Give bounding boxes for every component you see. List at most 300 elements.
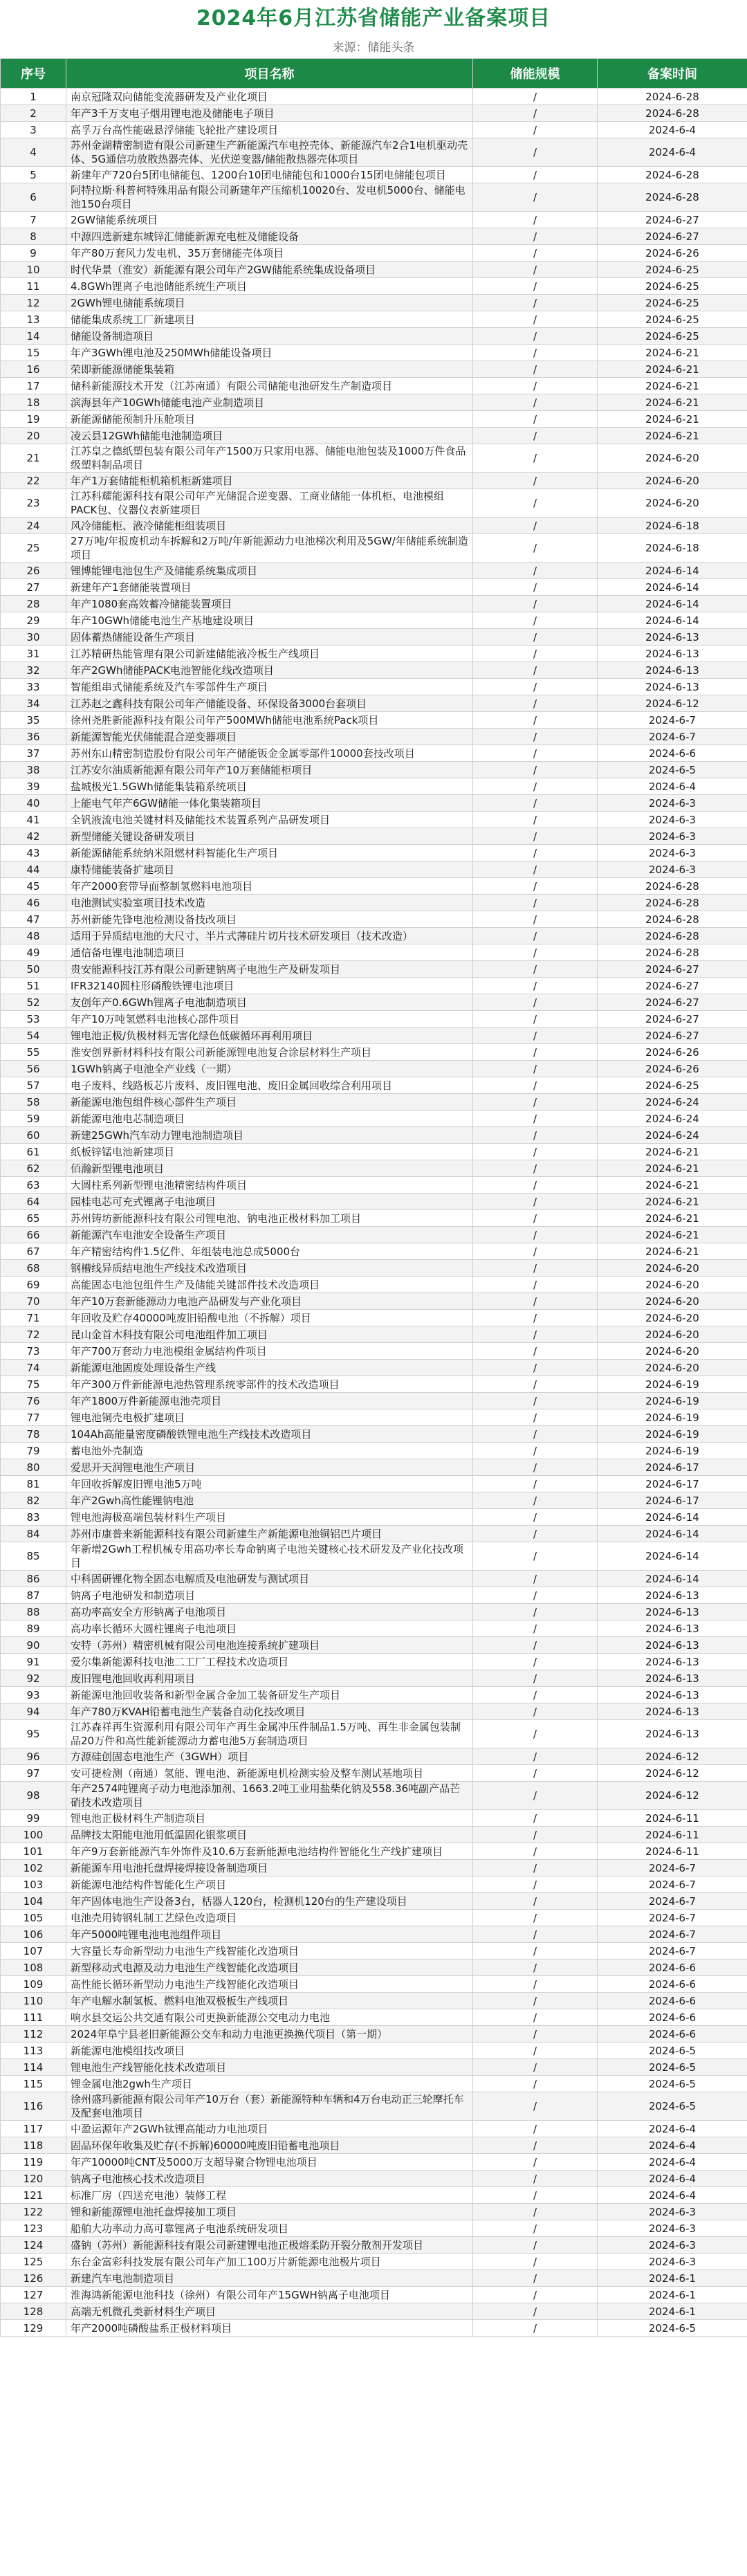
storage-scale: /: [473, 228, 598, 245]
table-row: [1, 1943, 747, 1960]
project-name: 锂电池铜壳电极扩建项目: [66, 1409, 473, 1426]
row-number: 128: [1, 2303, 66, 2320]
filing-date: 2024-6-3: [598, 795, 747, 812]
storage-scale: /: [473, 1654, 598, 1670]
storage-scale: /: [473, 1343, 598, 1360]
filing-date: 2024-6-28: [598, 167, 747, 183]
table-row: [1, 1670, 747, 1687]
project-name: 1GWh钠离子电池全产业线（一期）: [66, 1061, 473, 1077]
filing-date: 2024-6-18: [598, 518, 747, 534]
filing-date: 2024-6-7: [598, 1876, 747, 1893]
table-row: [1, 778, 747, 795]
storage-scale: /: [473, 183, 598, 212]
storage-scale: /: [473, 1926, 598, 1943]
storage-scale: /: [473, 2220, 598, 2237]
filing-date: 2024-6-28: [598, 944, 747, 961]
row-number: 68: [1, 1260, 66, 1277]
storage-scale: /: [473, 1876, 598, 1893]
project-name: 友创年产0.6GWh锂离子电池制造项目: [66, 994, 473, 1011]
project-name: 钠离子电池核心技术改造项目: [66, 2171, 473, 2187]
filing-date: 2024-6-3: [598, 828, 747, 845]
storage-scale: /: [473, 695, 598, 712]
storage-scale: /: [473, 2187, 598, 2204]
table-row: [1, 1426, 747, 1443]
row-number: 64: [1, 1194, 66, 1210]
filing-date: 2024-6-5: [598, 2059, 747, 2076]
table-row: [1, 1765, 747, 1782]
row-number: 24: [1, 518, 66, 534]
storage-scale: /: [473, 1144, 598, 1160]
storage-scale: /: [473, 1670, 598, 1687]
table-row: [1, 928, 747, 944]
project-name: 适用于异质结电池的大尺寸、半片式薄硅片切片技术研发项目（技术改造）: [66, 928, 473, 944]
table-row: [1, 1893, 747, 1910]
storage-scale: /: [473, 1893, 598, 1910]
table-row: [1, 328, 747, 345]
filing-date: 2024-6-13: [598, 629, 747, 646]
project-name: 锂电池正极/负极材料无害化绿色低碳循环再利用项目: [66, 1027, 473, 1044]
project-name: 年新增2Gwh工程机械专用高功率长寿命钠离子电池关键核心技术研发及产业化技改项目: [66, 1542, 473, 1571]
row-number: 104: [1, 1893, 66, 1910]
storage-scale: /: [473, 428, 598, 444]
project-name: 27万吨/年报废机动车拆解和2万吨/年新能源动力电池梯次利用及5GW/年储能系统制造项目: [66, 534, 473, 563]
row-number: 1: [1, 89, 66, 105]
table-row: [1, 345, 747, 361]
row-number: 115: [1, 2076, 66, 2092]
project-name: 时代华景（淮安）新能源有限公司年产2GW储能系统集成设备项目: [66, 262, 473, 278]
filing-date: 2024-6-28: [598, 89, 747, 105]
project-name: 新能源汽车电池安全设备生产项目: [66, 1227, 473, 1243]
row-number: 125: [1, 2254, 66, 2270]
row-number: 105: [1, 1910, 66, 1926]
table-row: [1, 212, 747, 228]
table-row: [1, 245, 747, 262]
table-row: [1, 1310, 747, 1326]
storage-scale: /: [473, 1277, 598, 1293]
row-number: 2: [1, 105, 66, 122]
project-name: 康特储能装备扩建项目: [66, 861, 473, 878]
filing-date: 2024-6-3: [598, 845, 747, 861]
project-name: 储科新能源技术开发（江苏南通）有限公司储能电池研发生产制造项目: [66, 378, 473, 394]
project-name: 高功率长循环大圆柱锂离子电池项目: [66, 1620, 473, 1637]
table-row: [1, 1976, 747, 1993]
filing-date: 2024-6-12: [598, 1765, 747, 1782]
table-row: [1, 1094, 747, 1111]
table-row: [1, 1360, 747, 1376]
project-name: 荣即新能源储能集装箱: [66, 361, 473, 378]
table-row: [1, 1144, 747, 1160]
table-row: [1, 2026, 747, 2043]
storage-scale: /: [473, 1703, 598, 1720]
row-number: 51: [1, 978, 66, 994]
table-row: [1, 1620, 747, 1637]
table-row: [1, 262, 747, 278]
filing-date: 2024-6-24: [598, 1094, 747, 1111]
project-name: 锂博能锂电池包生产及储能系统集成项目: [66, 563, 473, 579]
project-name: IFR32140圆柱形磷酸铁锂电池项目: [66, 978, 473, 994]
filing-date: 2024-6-20: [598, 1360, 747, 1376]
table-row: [1, 1876, 747, 1893]
storage-scale: /: [473, 1604, 598, 1620]
storage-scale: /: [473, 2287, 598, 2303]
row-number: 13: [1, 311, 66, 328]
table-row: [1, 596, 747, 612]
row-number: 95: [1, 1720, 66, 1748]
row-number: 42: [1, 828, 66, 845]
row-number: 31: [1, 646, 66, 662]
row-number: 5: [1, 167, 66, 183]
storage-scale: /: [473, 1227, 598, 1243]
filing-date: 2024-6-6: [598, 745, 747, 762]
filing-date: 2024-6-25: [598, 295, 747, 311]
project-name: 年产2000吨磷酸盐系正极材料项目: [66, 2320, 473, 2337]
filing-date: 2024-6-12: [598, 695, 747, 712]
storage-scale: /: [473, 1094, 598, 1111]
row-number: 118: [1, 2137, 66, 2154]
project-name: 废旧锂电池回收再利用项目: [66, 1670, 473, 1687]
project-name: 新能源储能系统纳米阻燃材料智能化生产项目: [66, 845, 473, 861]
table-row: [1, 2076, 747, 2092]
table-row: [1, 1637, 747, 1654]
storage-scale: /: [473, 1943, 598, 1960]
row-number: 39: [1, 778, 66, 795]
table-row: [1, 1177, 747, 1194]
table-row: [1, 1194, 747, 1210]
filing-date: 2024-6-7: [598, 729, 747, 745]
table-row: [1, 394, 747, 411]
filing-date: 2024-6-4: [598, 2121, 747, 2137]
storage-scale: /: [473, 1748, 598, 1765]
filing-date: 2024-6-28: [598, 895, 747, 911]
storage-scale: /: [473, 1765, 598, 1782]
filing-date: 2024-6-11: [598, 1827, 747, 1843]
project-name: 大圆柱系列新型锂电池精密结构件项目: [66, 1177, 473, 1194]
project-name: 江苏森祥再生资源利用有限公司年产再生金属冲压件制品1.5万吨、再生非金属包装制品20万件和高性能新能源动力蓄电池5万套制造项目: [66, 1720, 473, 1748]
table-row: [1, 944, 747, 961]
table-row: [1, 1571, 747, 1587]
project-name: 年产固体电池生产设备3台，栝器人120台，检测机120台的生产建设项目: [66, 1893, 473, 1910]
column-header-date: 备案时间: [598, 59, 747, 89]
storage-scale: /: [473, 895, 598, 911]
storage-scale: /: [473, 845, 598, 861]
storage-scale: /: [473, 89, 598, 105]
project-name: 年产1万套储能柜机箱机柜新建项目: [66, 473, 473, 489]
table-row: [1, 1260, 747, 1277]
row-number: 12: [1, 295, 66, 311]
storage-scale: /: [473, 167, 598, 183]
filing-date: 2024-6-25: [598, 278, 747, 295]
filing-date: 2024-6-4: [598, 2171, 747, 2187]
storage-scale: /: [473, 345, 598, 361]
filing-date: 2024-6-6: [598, 2009, 747, 2026]
storage-scale: /: [473, 994, 598, 1011]
table-row: [1, 1654, 747, 1670]
filing-date: 2024-6-13: [598, 1670, 747, 1687]
table-row: [1, 518, 747, 534]
row-number: 71: [1, 1310, 66, 1326]
table-row: [1, 795, 747, 812]
project-name: 年产10000吨CNT及5000万支超导聚合物锂电池项目: [66, 2154, 473, 2171]
storage-scale: /: [473, 278, 598, 295]
filing-date: 2024-6-20: [598, 1260, 747, 1277]
row-number: 107: [1, 1943, 66, 1960]
row-number: 10: [1, 262, 66, 278]
storage-scale: /: [473, 1509, 598, 1526]
project-name: 年产电解水制氢板、燃料电池双极板生产线项目: [66, 1993, 473, 2009]
storage-scale: /: [473, 1260, 598, 1277]
storage-scale: /: [473, 1960, 598, 1976]
filing-date: 2024-6-21: [598, 428, 747, 444]
filing-date: 2024-6-19: [598, 1376, 747, 1393]
project-name: 104Ah高能量密度磷酸铁锂电池生产线技术改造项目: [66, 1426, 473, 1443]
storage-scale: /: [473, 212, 598, 228]
row-number: 53: [1, 1011, 66, 1027]
filing-date: 2024-6-11: [598, 1843, 747, 1860]
table-row: [1, 1376, 747, 1393]
project-name: 储能设备制造项目: [66, 328, 473, 345]
table-row: [1, 361, 747, 378]
project-name: 年产3千万支电子烟用锂电池及储能电子项目: [66, 105, 473, 122]
filing-date: 2024-6-21: [598, 1243, 747, 1260]
table-row: [1, 411, 747, 428]
table-row: [1, 2059, 747, 2076]
table-row: [1, 1960, 747, 1976]
table-row: [1, 311, 747, 328]
table-row: [1, 138, 747, 167]
storage-scale: /: [473, 1976, 598, 1993]
table-row: [1, 1011, 747, 1027]
storage-scale: /: [473, 2320, 598, 2337]
row-number: 114: [1, 2059, 66, 2076]
project-name: 淮海鸿新能源电池科技（徐州）有限公司年产15GWH钠离子电池项目: [66, 2287, 473, 2303]
project-name: 新建25GWh汽车动力锂电池制造项目: [66, 1127, 473, 1144]
storage-scale: /: [473, 1194, 598, 1210]
table-row: [1, 1343, 747, 1360]
storage-scale: /: [473, 579, 598, 596]
row-number: 43: [1, 845, 66, 861]
table-row: [1, 1526, 747, 1542]
storage-scale: /: [473, 328, 598, 345]
table-row: [1, 1687, 747, 1703]
table-row: [1, 646, 747, 662]
storage-scale: /: [473, 861, 598, 878]
project-name: 苏州铸坊新能源科技有限公司锂电池、钠电池正极材料加工项目: [66, 1210, 473, 1227]
row-number: 56: [1, 1061, 66, 1077]
project-name: 年产3GWh锂电池及250MWh储能设备项目: [66, 345, 473, 361]
row-number: 49: [1, 944, 66, 961]
project-name: 锂电池正极材料生产制造项目: [66, 1810, 473, 1827]
filing-date: 2024-6-24: [598, 1111, 747, 1127]
project-name: 新建年产720台5团电储能包、1200台10团电储能包和1000台15团电储能包项目: [66, 167, 473, 183]
project-name: 佰瀚新型锂电池项目: [66, 1160, 473, 1177]
project-name: 中盈运源年产2GWh钛锂高能动力电池项目: [66, 2121, 473, 2137]
table-row: [1, 1748, 747, 1765]
storage-scale: /: [473, 1620, 598, 1637]
row-number: 50: [1, 961, 66, 978]
row-number: 83: [1, 1509, 66, 1526]
storage-scale: /: [473, 2059, 598, 2076]
project-name: 年产80万套风力发电机、35万套储能壳体项目: [66, 245, 473, 262]
filing-date: 2024-6-5: [598, 762, 747, 778]
filing-date: 2024-6-21: [598, 394, 747, 411]
project-name: 中源四选新建东城锌汇储能新源充电桩及储能设备: [66, 228, 473, 245]
filing-date: 2024-6-7: [598, 1943, 747, 1960]
storage-scale: /: [473, 1910, 598, 1926]
filing-date: 2024-6-3: [598, 2237, 747, 2254]
filing-date: 2024-6-5: [598, 2043, 747, 2059]
table-row: [1, 1542, 747, 1571]
project-name: 安特（苏州）精密机械有限公司电池连接系统扩建项目: [66, 1637, 473, 1654]
storage-scale: /: [473, 612, 598, 629]
project-name: 年产5000吨锂电池电池组件项目: [66, 1926, 473, 1943]
project-name: 爱思开天润锂电池生产项目: [66, 1459, 473, 1476]
storage-scale: /: [473, 105, 598, 122]
row-number: 129: [1, 2320, 66, 2337]
table-row: [1, 1443, 747, 1459]
project-name: 高能固态电池包组件生产及储能关键部件技术改造项目: [66, 1277, 473, 1293]
table-row: [1, 1227, 747, 1243]
table-row: [1, 2121, 747, 2137]
table-row: [1, 1604, 747, 1620]
project-name: 高端无机微孔类新材料生产项目: [66, 2303, 473, 2320]
filing-date: 2024-6-21: [598, 345, 747, 361]
filing-date: 2024-6-19: [598, 1426, 747, 1443]
filing-date: 2024-6-14: [598, 1509, 747, 1526]
row-number: 120: [1, 2171, 66, 2187]
project-name: 江苏精研热能管理有限公司新建储能液冷板生产线项目: [66, 646, 473, 662]
storage-scale: /: [473, 394, 598, 411]
filing-date: 2024-6-6: [598, 2026, 747, 2043]
project-name: 江苏科耀能源科技有限公司年产光储混合逆变器、工商业储能一体机柜、电池模组PACK包、仪器仪表新建项目: [66, 489, 473, 518]
project-name: 新建年产1套储能装置项目: [66, 579, 473, 596]
table-row: [1, 2303, 747, 2320]
row-number: 15: [1, 345, 66, 361]
table-row: [1, 1061, 747, 1077]
row-number: 109: [1, 1976, 66, 1993]
filing-date: 2024-6-13: [598, 1654, 747, 1670]
table-row: [1, 911, 747, 928]
storage-scale: /: [473, 1993, 598, 2009]
storage-scale: /: [473, 1293, 598, 1310]
table-row: [1, 629, 747, 646]
table-row: [1, 994, 747, 1011]
table-row: [1, 1077, 747, 1094]
table-body: [1, 89, 747, 2337]
table-row: [1, 695, 747, 712]
table-row: [1, 679, 747, 695]
row-number: 100: [1, 1827, 66, 1843]
storage-scale: /: [473, 745, 598, 762]
row-number: 57: [1, 1077, 66, 1094]
table-row: [1, 278, 747, 295]
filing-date: 2024-6-21: [598, 1144, 747, 1160]
row-number: 91: [1, 1654, 66, 1670]
storage-scale: /: [473, 1492, 598, 1509]
row-number: 121: [1, 2187, 66, 2204]
table-row: [1, 2092, 747, 2121]
project-name: 船舶大功率动力高可靠锂离子电池系统研发项目: [66, 2220, 473, 2237]
row-number: 110: [1, 1993, 66, 2009]
project-name: 新型移动式电源及动力电池生产线智能化改造项目: [66, 1960, 473, 1976]
filing-date: 2024-6-28: [598, 928, 747, 944]
table-row: [1, 563, 747, 579]
storage-scale: /: [473, 1720, 598, 1748]
filing-date: 2024-6-21: [598, 1210, 747, 1227]
row-number: 85: [1, 1542, 66, 1571]
storage-scale: /: [473, 762, 598, 778]
filing-date: 2024-6-13: [598, 646, 747, 662]
row-number: 9: [1, 245, 66, 262]
filing-date: 2024-6-13: [598, 1703, 747, 1720]
table-row: [1, 895, 747, 911]
table-row: [1, 828, 747, 845]
storage-scale: /: [473, 1177, 598, 1194]
row-number: 52: [1, 994, 66, 1011]
project-name: 江苏赵之鑫科技有限公司年产储能设备、环保设备3000台套项目: [66, 695, 473, 712]
storage-scale: /: [473, 489, 598, 518]
project-name: 品牌技太阳能电池用低温固化银浆项目: [66, 1827, 473, 1843]
project-name: 滨海县年产10GWh储能电池产业制造项目: [66, 394, 473, 411]
row-number: 111: [1, 2009, 66, 2026]
row-number: 79: [1, 1443, 66, 1459]
filing-date: 2024-6-4: [598, 2154, 747, 2171]
filing-date: 2024-6-4: [598, 122, 747, 138]
storage-scale: /: [473, 911, 598, 928]
filing-date: 2024-6-25: [598, 328, 747, 345]
storage-scale: /: [473, 122, 598, 138]
storage-scale: /: [473, 1860, 598, 1876]
filing-date: 2024-6-21: [598, 1177, 747, 1194]
filing-date: 2024-6-6: [598, 1993, 747, 2009]
project-name: 昆山金首木科技有限公司电池组件加工项目: [66, 1326, 473, 1343]
table-row: [1, 1277, 747, 1293]
row-number: 106: [1, 1926, 66, 1943]
project-name: 南京冠隆双向储能变流器研发及产业化项目: [66, 89, 473, 105]
row-number: 26: [1, 563, 66, 579]
storage-scale: /: [473, 1160, 598, 1177]
column-header-no: 序号: [1, 59, 66, 89]
table-row: [1, 1111, 747, 1127]
table-row: [1, 1293, 747, 1310]
storage-scale: /: [473, 729, 598, 745]
table-row: [1, 228, 747, 245]
project-name: 新能源电池结构件智能化生产项目: [66, 1876, 473, 1893]
row-number: 48: [1, 928, 66, 944]
project-name: 新能源电池包组件核心部件生产项目: [66, 1094, 473, 1111]
project-name: 年产1800万件新能源电池壳项目: [66, 1393, 473, 1409]
project-name: 苏州市康普来新能源科技有限公司新建生产新能源电池铜铝巴片项目: [66, 1526, 473, 1542]
table-row: [1, 1720, 747, 1748]
table-row: [1, 1160, 747, 1177]
filing-date: 2024-6-20: [598, 1277, 747, 1293]
table-row: [1, 1782, 747, 1810]
storage-scale: /: [473, 295, 598, 311]
row-number: 97: [1, 1765, 66, 1782]
row-number: 102: [1, 1860, 66, 1876]
table-row: [1, 845, 747, 861]
project-name: 新能源电池电芯制造项目: [66, 1111, 473, 1127]
row-number: 92: [1, 1670, 66, 1687]
row-number: 90: [1, 1637, 66, 1654]
storage-scale: /: [473, 1011, 598, 1027]
row-number: 11: [1, 278, 66, 295]
column-header-scale: 储能规模: [473, 59, 598, 89]
storage-scale: /: [473, 2137, 598, 2154]
table-row: [1, 1703, 747, 1720]
filing-date: 2024-6-7: [598, 712, 747, 729]
row-number: 76: [1, 1393, 66, 1409]
filing-date: 2024-6-14: [598, 579, 747, 596]
